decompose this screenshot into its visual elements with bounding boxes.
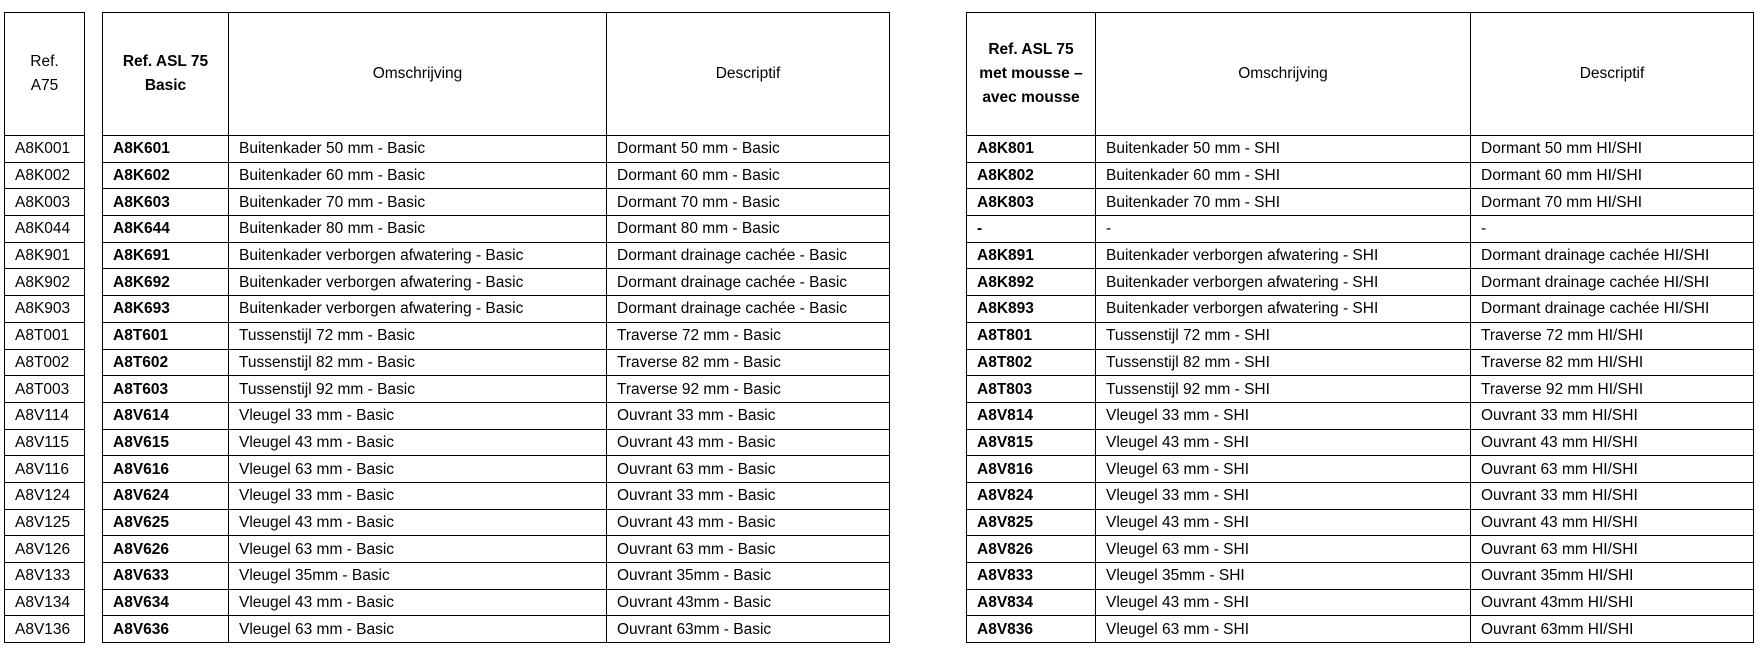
omschrijving-cell: - <box>1096 216 1471 243</box>
descriptif-cell: Dormant 80 mm - Basic <box>607 216 890 243</box>
table-row <box>967 509 1754 536</box>
descriptif-cell: Traverse 82 mm HI/SHI <box>1471 349 1754 376</box>
ref-cell: A8V625 <box>103 509 229 536</box>
header-line: Basic <box>144 77 187 94</box>
table-row <box>5 429 85 456</box>
table-row <box>103 162 890 189</box>
omschrijving-cell: Buitenkader verborgen afwatering - SHI <box>1096 269 1471 296</box>
ref-cell: A8V614 <box>103 402 229 429</box>
ref-a75-cell: A8K902 <box>5 269 85 296</box>
table-row <box>967 589 1754 616</box>
ref-cell: A8V626 <box>103 536 229 563</box>
header-line: Ref. <box>30 53 59 70</box>
omschrijving-cell: Vleugel 43 mm - Basic <box>229 509 607 536</box>
omschrijving-cell: Vleugel 63 mm - SHI <box>1096 616 1471 643</box>
omschrijving-cell: Vleugel 33 mm - SHI <box>1096 482 1471 509</box>
ref-a75-cell: A8V133 <box>5 563 85 590</box>
descriptif-cell: Ouvrant 63 mm HI/SHI <box>1471 536 1754 563</box>
descriptif-cell: Dormant 70 mm HI/SHI <box>1471 189 1754 216</box>
table-row <box>103 536 890 563</box>
ref-cell: A8K691 <box>103 242 229 269</box>
table-row <box>967 616 1754 643</box>
ref-cell: A8T801 <box>967 322 1096 349</box>
ref-cell: A8V624 <box>103 482 229 509</box>
omschrijving-cell: Buitenkader 50 mm - SHI <box>1096 136 1471 163</box>
table-row <box>103 482 890 509</box>
descriptif-cell: Ouvrant 43 mm HI/SHI <box>1471 429 1754 456</box>
ref-a75-cell: A8K903 <box>5 296 85 323</box>
omschrijving-cell: Buitenkader 50 mm - Basic <box>229 136 607 163</box>
table-row <box>5 322 85 349</box>
descriptif-cell: Ouvrant 63 mm - Basic <box>607 536 890 563</box>
table-row <box>103 296 890 323</box>
omschrijving-cell: Vleugel 43 mm - SHI <box>1096 509 1471 536</box>
omschrijving-cell: Vleugel 33 mm - Basic <box>229 482 607 509</box>
ref-a75-cell: A8K001 <box>5 136 85 163</box>
header-omschrijving: Omschrijving <box>1096 13 1471 136</box>
table-row <box>5 456 85 483</box>
table-row <box>103 136 890 163</box>
omschrijving-cell: Buitenkader 60 mm - Basic <box>229 162 607 189</box>
header-line: met mousse – <box>979 65 1083 82</box>
header-row <box>103 13 890 136</box>
descriptif-cell: Ouvrant 33 mm - Basic <box>607 482 890 509</box>
table-row <box>103 189 890 216</box>
ref-cell: A8K644 <box>103 216 229 243</box>
ref-cell: A8K803 <box>967 189 1096 216</box>
ref-cell: A8V834 <box>967 589 1096 616</box>
ref-cell: A8V815 <box>967 429 1096 456</box>
header-line: avec mousse <box>982 89 1080 106</box>
ref-a75-cell: A8V136 <box>5 616 85 643</box>
descriptif-cell: Ouvrant 35mm HI/SHI <box>1471 563 1754 590</box>
descriptif-cell: Traverse 92 mm HI/SHI <box>1471 376 1754 403</box>
descriptif-cell: Dormant drainage cachée - Basic <box>607 242 890 269</box>
descriptif-cell: Traverse 72 mm HI/SHI <box>1471 322 1754 349</box>
omschrijving-cell: Tussenstijl 72 mm - Basic <box>229 322 607 349</box>
table-row <box>5 402 85 429</box>
ref-cell: A8K892 <box>967 269 1096 296</box>
table-row <box>5 296 85 323</box>
descriptif-cell: Dormant drainage cachée HI/SHI <box>1471 269 1754 296</box>
descriptif-cell: - <box>1471 216 1754 243</box>
ref-cell: A8T603 <box>103 376 229 403</box>
descriptif-cell: Traverse 72 mm - Basic <box>607 322 890 349</box>
omschrijving-cell: Vleugel 33 mm - SHI <box>1096 402 1471 429</box>
table-row <box>103 563 890 590</box>
omschrijving-cell: Tussenstijl 82 mm - SHI <box>1096 349 1471 376</box>
ref-cell: A8T601 <box>103 322 229 349</box>
table-row <box>5 482 85 509</box>
table-row <box>103 376 890 403</box>
ref-a75-cell: A8K901 <box>5 242 85 269</box>
header-ref-mousse <box>967 13 1096 136</box>
header-descriptif: Descriptif <box>607 13 890 136</box>
omschrijving-cell: Vleugel 43 mm - Basic <box>229 589 607 616</box>
ref-cell: A8V633 <box>103 563 229 590</box>
ref-a75-cell: A8K002 <box>5 162 85 189</box>
descriptif-cell: Ouvrant 63mm HI/SHI <box>1471 616 1754 643</box>
descriptif-cell: Traverse 82 mm - Basic <box>607 349 890 376</box>
table-ref-a75 <box>4 12 85 643</box>
ref-a75-cell: A8V115 <box>5 429 85 456</box>
table-row <box>967 296 1754 323</box>
descriptif-cell: Ouvrant 43mm HI/SHI <box>1471 589 1754 616</box>
descriptif-cell: Dormant 70 mm - Basic <box>607 189 890 216</box>
ref-a75-cell: A8T003 <box>5 376 85 403</box>
omschrijving-cell: Tussenstijl 92 mm - SHI <box>1096 376 1471 403</box>
table-row <box>967 349 1754 376</box>
omschrijving-cell: Buitenkader 80 mm - Basic <box>229 216 607 243</box>
ref-cell: A8V833 <box>967 563 1096 590</box>
ref-cell: A8V826 <box>967 536 1096 563</box>
header-line: Ref. ASL 75 <box>988 41 1074 58</box>
table-row <box>103 456 890 483</box>
omschrijving-cell: Buitenkader verborgen afwatering - Basic <box>229 296 607 323</box>
descriptif-cell: Ouvrant 43 mm HI/SHI <box>1471 509 1754 536</box>
table-row <box>103 269 890 296</box>
ref-cell: A8V825 <box>967 509 1096 536</box>
ref-cell: A8K692 <box>103 269 229 296</box>
table-row <box>5 189 85 216</box>
descriptif-cell: Ouvrant 43 mm - Basic <box>607 509 890 536</box>
table-row <box>967 376 1754 403</box>
omschrijving-cell: Vleugel 63 mm - Basic <box>229 536 607 563</box>
table-row <box>967 269 1754 296</box>
table-row <box>5 136 85 163</box>
descriptif-cell: Ouvrant 35mm - Basic <box>607 563 890 590</box>
descriptif-cell: Dormant drainage cachée - Basic <box>607 296 890 323</box>
ref-cell: A8K801 <box>967 136 1096 163</box>
table-row <box>967 456 1754 483</box>
omschrijving-cell: Vleugel 63 mm - Basic <box>229 456 607 483</box>
ref-cell: - <box>967 216 1096 243</box>
ref-cell: A8V814 <box>967 402 1096 429</box>
header-ref-basic <box>103 13 229 136</box>
table-row <box>5 269 85 296</box>
table-row <box>967 536 1754 563</box>
ref-cell: A8T802 <box>967 349 1096 376</box>
omschrijving-cell: Buitenkader verborgen afwatering - SHI <box>1096 242 1471 269</box>
omschrijving-cell: Tussenstijl 92 mm - Basic <box>229 376 607 403</box>
omschrijving-cell: Buitenkader 70 mm - SHI <box>1096 189 1471 216</box>
header-row <box>967 13 1754 136</box>
ref-cell: A8V615 <box>103 429 229 456</box>
omschrijving-cell: Vleugel 63 mm - SHI <box>1096 536 1471 563</box>
ref-cell: A8V836 <box>967 616 1096 643</box>
ref-a75-cell: A8T002 <box>5 349 85 376</box>
table-row <box>5 376 85 403</box>
ref-a75-cell: A8T001 <box>5 322 85 349</box>
ref-cell: A8K602 <box>103 162 229 189</box>
table-row <box>103 509 890 536</box>
ref-cell: A8V616 <box>103 456 229 483</box>
table-row <box>5 616 85 643</box>
omschrijving-cell: Tussenstijl 72 mm - SHI <box>1096 322 1471 349</box>
descriptif-cell: Ouvrant 33 mm HI/SHI <box>1471 402 1754 429</box>
ref-cell: A8K693 <box>103 296 229 323</box>
ref-cell: A8V634 <box>103 589 229 616</box>
table-row <box>103 242 890 269</box>
table-row <box>5 349 85 376</box>
descriptif-cell: Ouvrant 33 mm - Basic <box>607 402 890 429</box>
table-row <box>967 136 1754 163</box>
table-row <box>103 349 890 376</box>
ref-cell: A8V636 <box>103 616 229 643</box>
table-row <box>103 616 890 643</box>
header-row <box>5 13 85 136</box>
descriptif-cell: Dormant 50 mm - Basic <box>607 136 890 163</box>
table-row <box>103 402 890 429</box>
table-row <box>967 429 1754 456</box>
descriptif-cell: Dormant 60 mm HI/SHI <box>1471 162 1754 189</box>
ref-cell: A8K603 <box>103 189 229 216</box>
table-basic <box>102 12 890 643</box>
table-row <box>103 429 890 456</box>
omschrijving-cell: Vleugel 43 mm - Basic <box>229 429 607 456</box>
omschrijving-cell: Vleugel 35mm - Basic <box>229 563 607 590</box>
table-row <box>967 216 1754 243</box>
descriptif-cell: Ouvrant 63mm - Basic <box>607 616 890 643</box>
table-row <box>5 242 85 269</box>
ref-cell: A8T803 <box>967 376 1096 403</box>
descriptif-cell: Ouvrant 63 mm HI/SHI <box>1471 456 1754 483</box>
table-row <box>967 563 1754 590</box>
table-row <box>967 402 1754 429</box>
ref-cell: A8K891 <box>967 242 1096 269</box>
omschrijving-cell: Buitenkader 60 mm - SHI <box>1096 162 1471 189</box>
omschrijving-cell: Vleugel 43 mm - SHI <box>1096 429 1471 456</box>
ref-cell: A8K893 <box>967 296 1096 323</box>
table-row <box>967 322 1754 349</box>
descriptif-cell: Traverse 92 mm - Basic <box>607 376 890 403</box>
omschrijving-cell: Vleugel 63 mm - SHI <box>1096 456 1471 483</box>
ref-a75-cell: A8V125 <box>5 509 85 536</box>
table-row <box>103 322 890 349</box>
omschrijving-cell: Buitenkader verborgen afwatering - Basic <box>229 242 607 269</box>
table-row <box>5 162 85 189</box>
table-row <box>5 589 85 616</box>
omschrijving-cell: Vleugel 33 mm - Basic <box>229 402 607 429</box>
ref-cell: A8V816 <box>967 456 1096 483</box>
ref-a75-cell: A8V124 <box>5 482 85 509</box>
descriptif-cell: Dormant drainage cachée HI/SHI <box>1471 242 1754 269</box>
descriptif-cell: Ouvrant 43mm - Basic <box>607 589 890 616</box>
ref-a75-cell: A8K044 <box>5 216 85 243</box>
descriptif-cell: Ouvrant 43 mm - Basic <box>607 429 890 456</box>
ref-cell: A8T602 <box>103 349 229 376</box>
header-descriptif: Descriptif <box>1471 13 1754 136</box>
ref-cell: A8V824 <box>967 482 1096 509</box>
header-ref-a75 <box>5 13 85 136</box>
header-line: Ref. ASL 75 <box>122 53 209 70</box>
omschrijving-cell: Vleugel 35mm - SHI <box>1096 563 1471 590</box>
descriptif-cell: Dormant drainage cachée - Basic <box>607 269 890 296</box>
header-line: A75 <box>30 77 59 94</box>
omschrijving-cell: Buitenkader verborgen afwatering - Basic <box>229 269 607 296</box>
ref-a75-cell: A8K003 <box>5 189 85 216</box>
table-row <box>5 536 85 563</box>
table-row <box>967 162 1754 189</box>
descriptif-cell: Dormant drainage cachée HI/SHI <box>1471 296 1754 323</box>
ref-a75-cell: A8V114 <box>5 402 85 429</box>
table-row <box>967 242 1754 269</box>
table-row <box>5 509 85 536</box>
omschrijving-cell: Tussenstijl 82 mm - Basic <box>229 349 607 376</box>
omschrijving-cell: Vleugel 63 mm - Basic <box>229 616 607 643</box>
descriptif-cell: Dormant 60 mm - Basic <box>607 162 890 189</box>
descriptif-cell: Ouvrant 33 mm HI/SHI <box>1471 482 1754 509</box>
header-omschrijving: Omschrijving <box>229 13 607 136</box>
table-row <box>967 189 1754 216</box>
table-row <box>103 589 890 616</box>
ref-cell: A8K601 <box>103 136 229 163</box>
table-row <box>5 216 85 243</box>
ref-cell: A8K802 <box>967 162 1096 189</box>
omschrijving-cell: Buitenkader 70 mm - Basic <box>229 189 607 216</box>
descriptif-cell: Dormant 50 mm HI/SHI <box>1471 136 1754 163</box>
table-met-mousse <box>966 12 1754 643</box>
table-row <box>103 216 890 243</box>
ref-a75-cell: A8V134 <box>5 589 85 616</box>
table-row <box>967 482 1754 509</box>
ref-a75-cell: A8V116 <box>5 456 85 483</box>
table-row <box>5 563 85 590</box>
omschrijving-cell: Buitenkader verborgen afwatering - SHI <box>1096 296 1471 323</box>
omschrijving-cell: Vleugel 43 mm - SHI <box>1096 589 1471 616</box>
descriptif-cell: Ouvrant 63 mm - Basic <box>607 456 890 483</box>
ref-a75-cell: A8V126 <box>5 536 85 563</box>
